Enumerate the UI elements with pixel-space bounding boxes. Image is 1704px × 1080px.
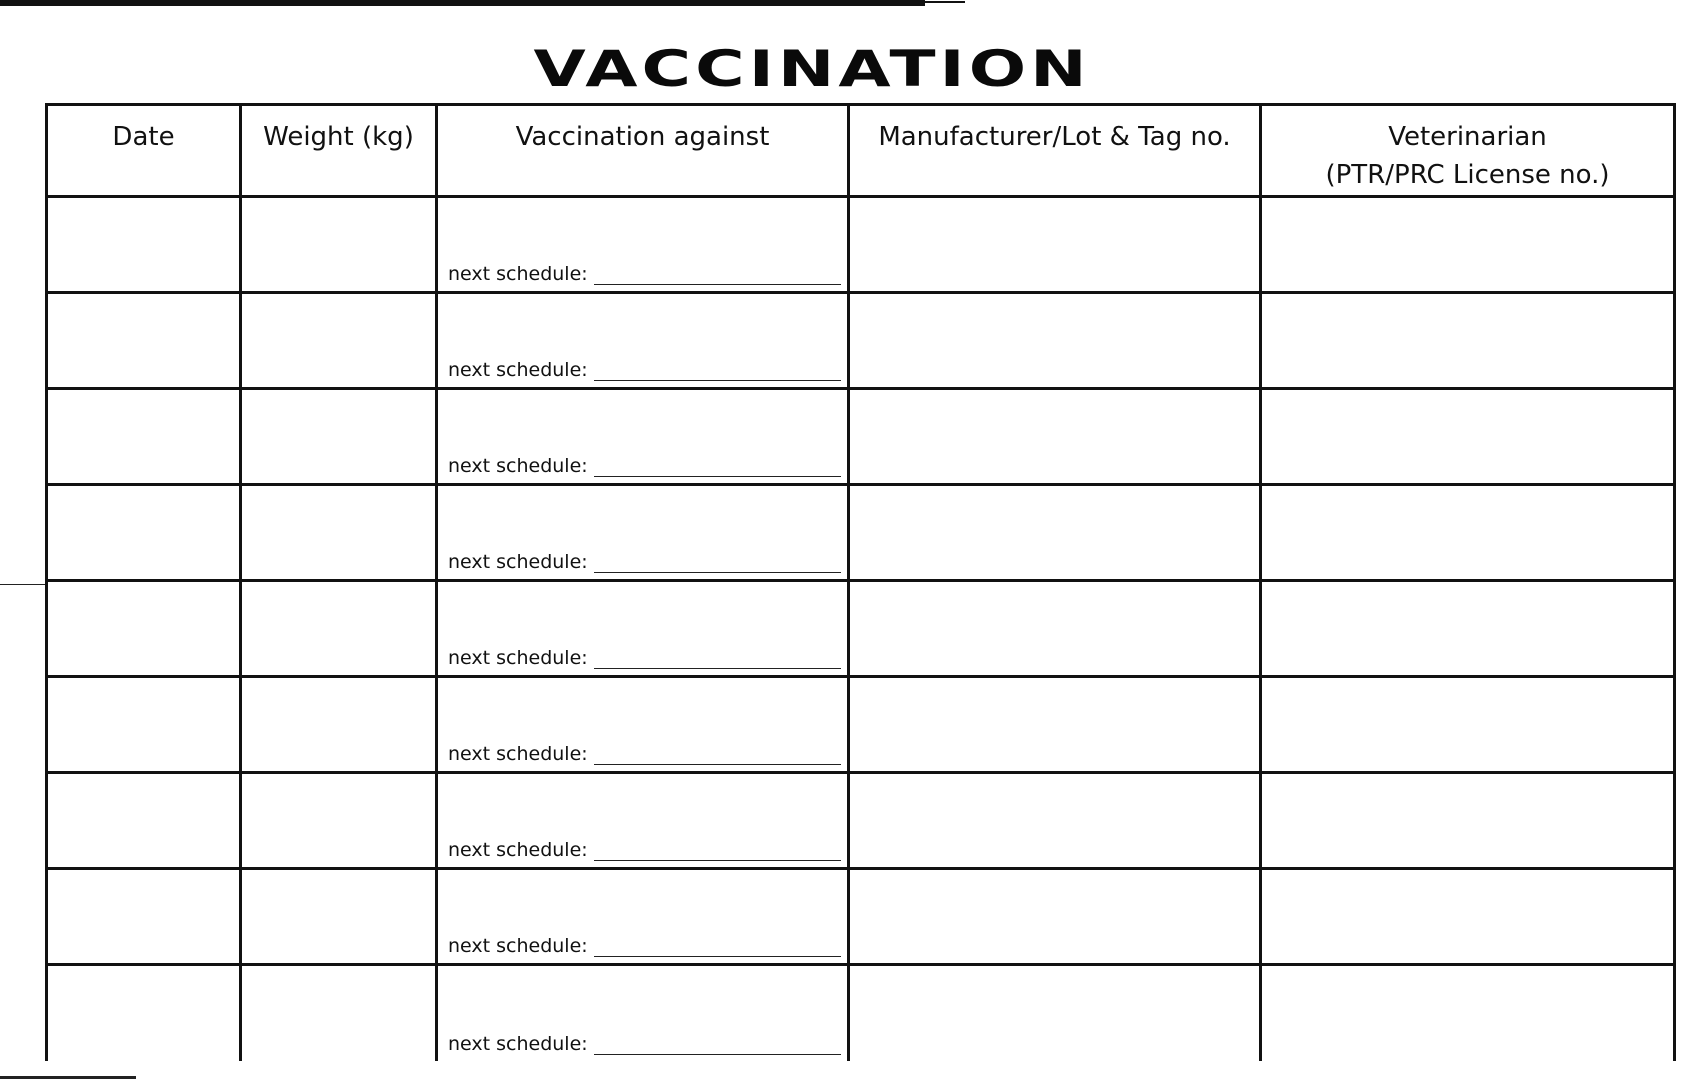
- cell-veterinarian[interactable]: [1261, 485, 1675, 581]
- cell-vaccination[interactable]: [437, 677, 849, 773]
- cell-weight[interactable]: [241, 773, 437, 869]
- cell-vaccination[interactable]: [437, 293, 849, 389]
- cell-weight[interactable]: [241, 581, 437, 677]
- cell-manufacturer[interactable]: [849, 869, 1261, 965]
- header-vaccination-label: Vaccination against: [515, 122, 770, 152]
- next-schedule-field[interactable]: [448, 1033, 841, 1055]
- cell-vaccination[interactable]: [437, 197, 849, 293]
- header-weight-label: Weight (kg): [263, 122, 414, 152]
- cell-manufacturer[interactable]: [849, 581, 1261, 677]
- cell-veterinarian[interactable]: [1261, 197, 1675, 293]
- top-edge-bar: [0, 0, 925, 6]
- header-date: [47, 105, 241, 197]
- cell-vaccination[interactable]: [437, 581, 849, 677]
- header-manufacturer: [849, 105, 1261, 197]
- table-row: [47, 581, 1675, 677]
- next-schedule-label: next schedule:: [448, 647, 588, 669]
- next-schedule-blank-line[interactable]: [594, 940, 841, 957]
- cell-vaccination[interactable]: [437, 389, 849, 485]
- next-schedule-label: next schedule:: [448, 839, 588, 861]
- cell-veterinarian[interactable]: [1261, 293, 1675, 389]
- cell-weight[interactable]: [241, 869, 437, 965]
- bottom-edge-mark: [0, 1076, 136, 1079]
- cell-date[interactable]: [47, 293, 241, 389]
- cell-date[interactable]: [47, 197, 241, 293]
- next-schedule-field[interactable]: [448, 647, 841, 669]
- cell-veterinarian[interactable]: [1261, 389, 1675, 485]
- cell-weight[interactable]: [241, 389, 437, 485]
- cell-vaccination[interactable]: [437, 773, 849, 869]
- table-row: [47, 485, 1675, 581]
- next-schedule-label: next schedule:: [448, 935, 588, 957]
- cell-date[interactable]: [47, 773, 241, 869]
- next-schedule-blank-line[interactable]: [594, 652, 841, 669]
- cell-manufacturer[interactable]: [849, 485, 1261, 581]
- cell-weight[interactable]: [241, 965, 437, 1061]
- header-vaccination: [437, 105, 849, 197]
- next-schedule-blank-line[interactable]: [594, 748, 841, 765]
- table-row: [47, 197, 1675, 293]
- cell-manufacturer[interactable]: [849, 773, 1261, 869]
- cell-date[interactable]: [47, 389, 241, 485]
- cell-manufacturer[interactable]: [849, 197, 1261, 293]
- next-schedule-blank-line[interactable]: [594, 364, 841, 381]
- cell-veterinarian[interactable]: [1261, 869, 1675, 965]
- left-edge-mark: [0, 584, 46, 585]
- next-schedule-blank-line[interactable]: [594, 268, 841, 285]
- cell-weight[interactable]: [241, 677, 437, 773]
- next-schedule-blank-line[interactable]: [594, 844, 841, 861]
- header-date-label: Date: [112, 122, 175, 152]
- table-row: [47, 389, 1675, 485]
- next-schedule-label: next schedule:: [448, 263, 588, 285]
- cell-weight[interactable]: [241, 293, 437, 389]
- cell-veterinarian[interactable]: [1261, 581, 1675, 677]
- cell-vaccination[interactable]: [437, 869, 849, 965]
- cell-date[interactable]: [47, 869, 241, 965]
- header-veterinarian: [1261, 105, 1675, 197]
- next-schedule-field[interactable]: [448, 359, 841, 381]
- next-schedule-label: next schedule:: [448, 551, 588, 573]
- cell-weight[interactable]: [241, 197, 437, 293]
- table-row: [47, 869, 1675, 965]
- header-veterinarian-label: Veterinarian: [1388, 122, 1547, 152]
- next-schedule-field[interactable]: [448, 551, 841, 573]
- cell-manufacturer[interactable]: [849, 965, 1261, 1061]
- next-schedule-field[interactable]: [448, 935, 841, 957]
- form-title: VACCINATION: [533, 40, 1091, 98]
- cell-veterinarian[interactable]: [1261, 965, 1675, 1061]
- next-schedule-field[interactable]: [448, 839, 841, 861]
- next-schedule-label: next schedule:: [448, 455, 588, 477]
- next-schedule-field[interactable]: [448, 455, 841, 477]
- header-veterinarian-sublabel: (PTR/PRC License no.): [1325, 160, 1610, 190]
- header-row: [47, 105, 1675, 197]
- cell-vaccination[interactable]: [437, 965, 849, 1061]
- next-schedule-blank-line[interactable]: [594, 556, 841, 573]
- next-schedule-field[interactable]: [448, 743, 841, 765]
- cell-weight[interactable]: [241, 485, 437, 581]
- cell-date[interactable]: [47, 485, 241, 581]
- next-schedule-label: next schedule:: [448, 1032, 588, 1055]
- cell-manufacturer[interactable]: [849, 389, 1261, 485]
- next-schedule-label: next schedule:: [448, 359, 588, 381]
- cell-manufacturer[interactable]: [849, 677, 1261, 773]
- table-row: [47, 677, 1675, 773]
- cell-date[interactable]: [47, 677, 241, 773]
- next-schedule-field[interactable]: [448, 263, 841, 285]
- vaccination-table: [45, 103, 1676, 1061]
- table-row: [47, 293, 1675, 389]
- cell-veterinarian[interactable]: [1261, 773, 1675, 869]
- cell-manufacturer[interactable]: [849, 293, 1261, 389]
- table-row: [47, 965, 1675, 1061]
- cell-date[interactable]: [47, 581, 241, 677]
- cell-vaccination[interactable]: [437, 485, 849, 581]
- cell-date[interactable]: [47, 965, 241, 1061]
- next-schedule-blank-line[interactable]: [594, 460, 841, 477]
- top-edge-bar-tail: [925, 1, 965, 3]
- cell-veterinarian[interactable]: [1261, 677, 1675, 773]
- table-row: [47, 773, 1675, 869]
- header-manufacturer-label: Manufacturer/Lot & Tag no.: [878, 122, 1231, 152]
- next-schedule-label: next schedule:: [448, 743, 588, 765]
- next-schedule-blank-line[interactable]: [594, 1038, 841, 1055]
- header-weight: [241, 105, 437, 197]
